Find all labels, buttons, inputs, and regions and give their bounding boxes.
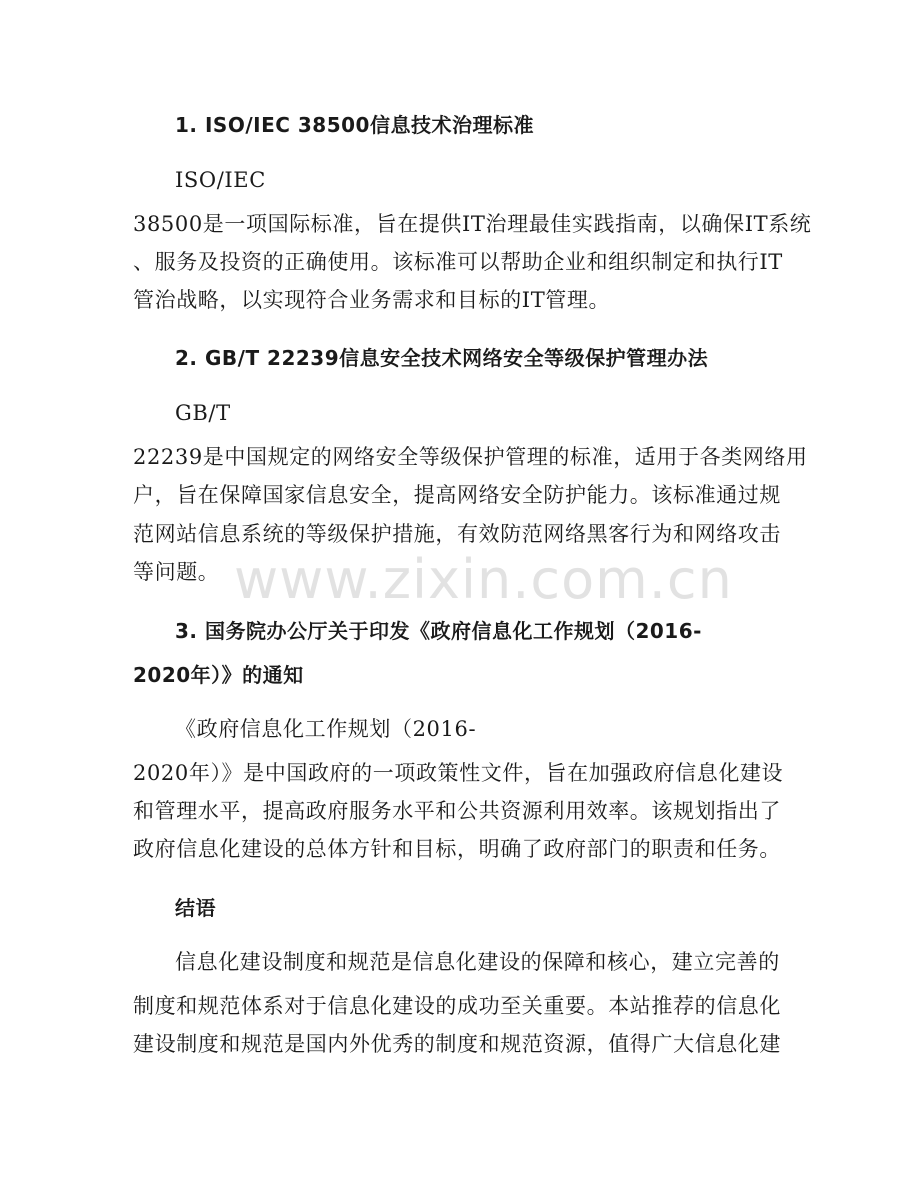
section-2-line-2: 22239是中国规定的网络安全等级保护管理的标准，适用于各类网络用 (133, 445, 808, 469)
section-2-line-5: 等问题。 (133, 560, 220, 584)
section-1-line-4: 管治战略，以实现符合业务需求和目标的IT管理。 (133, 288, 611, 312)
section-1-line-2: 38500是一项国际标准，旨在提供IT治理最佳实践指南，以确保IT系统 (133, 212, 812, 236)
section-3-heading-line-1: 3. 国务院办公厅关于印发《政府信息化工作规划（2016- (175, 619, 702, 643)
conclusion-line-2: 制度和规范体系对于信息化建设的成功至关重要。本站推荐的信息化 (133, 994, 781, 1018)
watermark-text: www.zixin.com.cn (234, 548, 733, 611)
section-3-line-4: 政府信息化建设的总体方针和目标，明确了政府部门的职责和任务。 (133, 837, 781, 861)
conclusion-line-3: 建设制度和规范是国内外优秀的制度和规范资源，值得广大信息化建 (133, 1032, 781, 1056)
section-1-line-1: ISO/IEC (175, 168, 266, 192)
section-2-line-3: 户，旨在保障国家信息安全，提高网络安全防护能力。该标准通过规 (133, 483, 781, 507)
conclusion-line-1: 信息化建设制度和规范是信息化建设的保障和核心，建立完善的 (175, 950, 780, 974)
section-1-line-3: 、服务及投资的正确使用。该标准可以帮助企业和组织制定和执行IT (133, 250, 783, 274)
section-2-line-1: GB/T (175, 401, 231, 425)
section-3-line-2: 2020年）》是中国政府的一项政策性文件，旨在加强政府信息化建设 (133, 761, 784, 785)
section-2-line-4: 范网站信息系统的等级保护措施，有效防范网络黑客行为和网络攻击 (133, 522, 781, 546)
section-1-heading: 1. ISO/IEC 38500信息技术治理标准 (175, 113, 534, 137)
section-3-heading-line-2: 2020年）》的通知 (133, 663, 304, 687)
section-3-line-3: 和管理水平，提高政府服务水平和公共资源利用效率。该规划指出了 (133, 799, 781, 823)
section-3-line-1: 《政府信息化工作规划（2016- (175, 717, 477, 741)
section-2-heading: 2. GB/T 22239信息安全技术网络安全等级保护管理办法 (175, 346, 709, 370)
conclusion-heading: 结语 (175, 896, 216, 920)
